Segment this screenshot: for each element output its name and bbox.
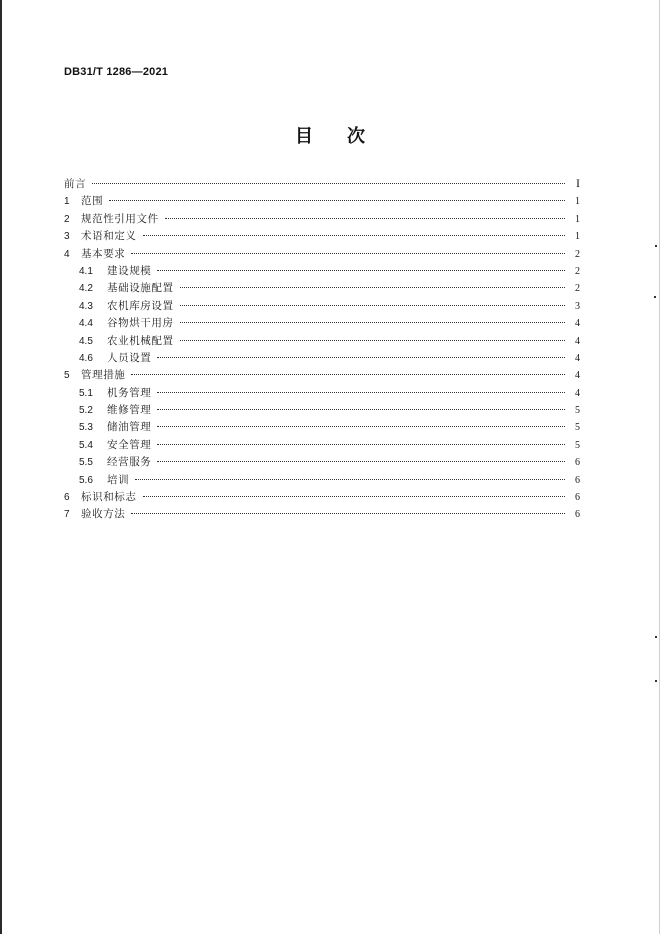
toc-entry-number: 2 [64,213,70,225]
dot-leader [131,374,565,375]
toc-entry-number: 7 [64,509,70,521]
toc-entry[interactable] [64,350,580,367]
dot-leader [157,461,565,462]
toc-entry-number: 5.2 [79,405,93,417]
toc-entry-label: 管理措施 [81,369,126,382]
toc-entry-number: 1 [64,196,70,208]
toc-entry-number: 5.4 [79,439,93,451]
toc-entry[interactable] [64,402,580,419]
toc-entry-page: 5 [575,439,580,451]
toc-entry-page: 6 [575,509,580,521]
toc-entry[interactable] [64,419,580,436]
toc-entry-number: 4.6 [79,352,93,364]
toc-entry-label: 前言 [64,178,87,190]
toc-entry-number: 4 [64,248,70,260]
toc-entry[interactable] [64,506,580,523]
scan-speck [655,680,657,682]
dot-leader [157,426,565,427]
toc-entry-label: 机务管理 [107,386,152,399]
toc-entry-number: 6 [64,492,70,504]
toc-entry-label: 规范性引用文件 [81,212,159,225]
toc-entry[interactable] [64,263,580,280]
toc-entry[interactable] [64,246,580,263]
toc-entry-page: 4 [575,387,580,399]
toc-entry-page: 2 [575,248,580,260]
dot-leader [135,479,565,480]
toc-entry-label: 验收方法 [81,508,126,521]
toc-entry-page: 2 [575,283,580,295]
toc-entry-number: 5 [64,370,70,382]
dot-leader [92,183,565,184]
toc-entry-label: 培训 [107,473,130,486]
toc-entry[interactable] [64,280,580,297]
toc-entry-number: 4.3 [79,300,93,312]
toc-entry-page: 5 [575,405,580,417]
toc-entry-label: 农机库房设置 [107,299,174,312]
toc-entry-page: 1 [575,231,580,243]
toc-entry-page: 1 [575,213,580,225]
toc-entry-label: 农业机械配置 [107,334,174,347]
toc-entry[interactable] [64,176,580,193]
toc-entry-label: 经营服务 [107,456,152,469]
table-of-contents [64,176,580,524]
toc-entry-label: 范围 [81,195,104,208]
dot-leader [143,235,566,236]
dot-leader [180,340,565,341]
toc-entry-number: 4.4 [79,318,93,330]
toc-entry[interactable] [64,333,580,350]
toc-entry-page: 4 [575,370,580,382]
toc-entry-label: 储油管理 [107,421,152,434]
toc-entry-number: 5.5 [79,457,93,469]
scan-speck [654,296,656,298]
toc-entry-label: 谷物烘干用房 [107,317,174,330]
toc-entry-page: I [576,176,580,190]
toc-entry-label: 术语和定义 [81,230,137,243]
toc-entry[interactable] [64,489,580,506]
dot-leader [109,200,565,201]
toc-entry-label: 建设规模 [107,264,152,277]
toc-entry[interactable] [64,228,580,245]
toc-entry[interactable] [64,211,580,228]
dot-leader [131,253,565,254]
toc-entry-page: 6 [575,492,580,504]
toc-entry[interactable] [64,367,580,384]
dot-leader [157,409,565,410]
toc-entry-page: 4 [575,352,580,364]
toc-entry[interactable] [64,454,580,471]
dot-leader [157,270,565,271]
toc-entry-page: 6 [575,474,580,486]
scan-speck [655,245,657,247]
dot-leader [131,513,565,514]
toc-entry-number: 4.5 [79,335,93,347]
toc-entry-label: 安全管理 [107,438,152,451]
toc-entry[interactable] [64,298,580,315]
toc-entry-number: 4.1 [79,265,93,277]
toc-entry-label: 维修管理 [107,404,152,417]
scan-speck [655,636,657,638]
toc-entry[interactable] [64,437,580,454]
toc-entry-number: 5.1 [79,387,93,399]
dot-leader [180,305,565,306]
toc-entry[interactable] [64,315,580,332]
toc-entry-label: 人员设置 [107,351,152,364]
toc-entry[interactable] [64,193,580,210]
dot-leader [180,322,565,323]
toc-entry-page: 4 [575,318,580,330]
dot-leader [157,444,565,445]
toc-entry-number: 4.2 [79,283,93,295]
toc-entry-page: 6 [575,457,580,469]
toc-entry-page: 2 [575,265,580,277]
toc-entry-page: 5 [575,422,580,434]
toc-entry-label: 基本要求 [81,247,126,260]
toc-entry[interactable] [64,472,580,489]
dot-leader [143,496,566,497]
toc-entry-label: 基础设施配置 [107,282,174,295]
dot-leader [180,287,565,288]
toc-entry-number: 3 [64,231,70,243]
toc-entry-label: 标识和标志 [81,491,137,504]
toc-entry[interactable] [64,385,580,402]
toc-entry-number: 5.3 [79,422,93,434]
toc-entry-page: 3 [575,300,580,312]
toc-entry-page: 1 [575,196,580,208]
toc-title: 目次 [295,126,399,147]
dot-leader [157,392,565,393]
toc-entry-number: 5.6 [79,474,93,486]
document-code: DB31/T 1286—2021 [64,66,169,78]
dot-leader [165,218,565,219]
toc-entry-page: 4 [575,335,580,347]
dot-leader [157,357,565,358]
